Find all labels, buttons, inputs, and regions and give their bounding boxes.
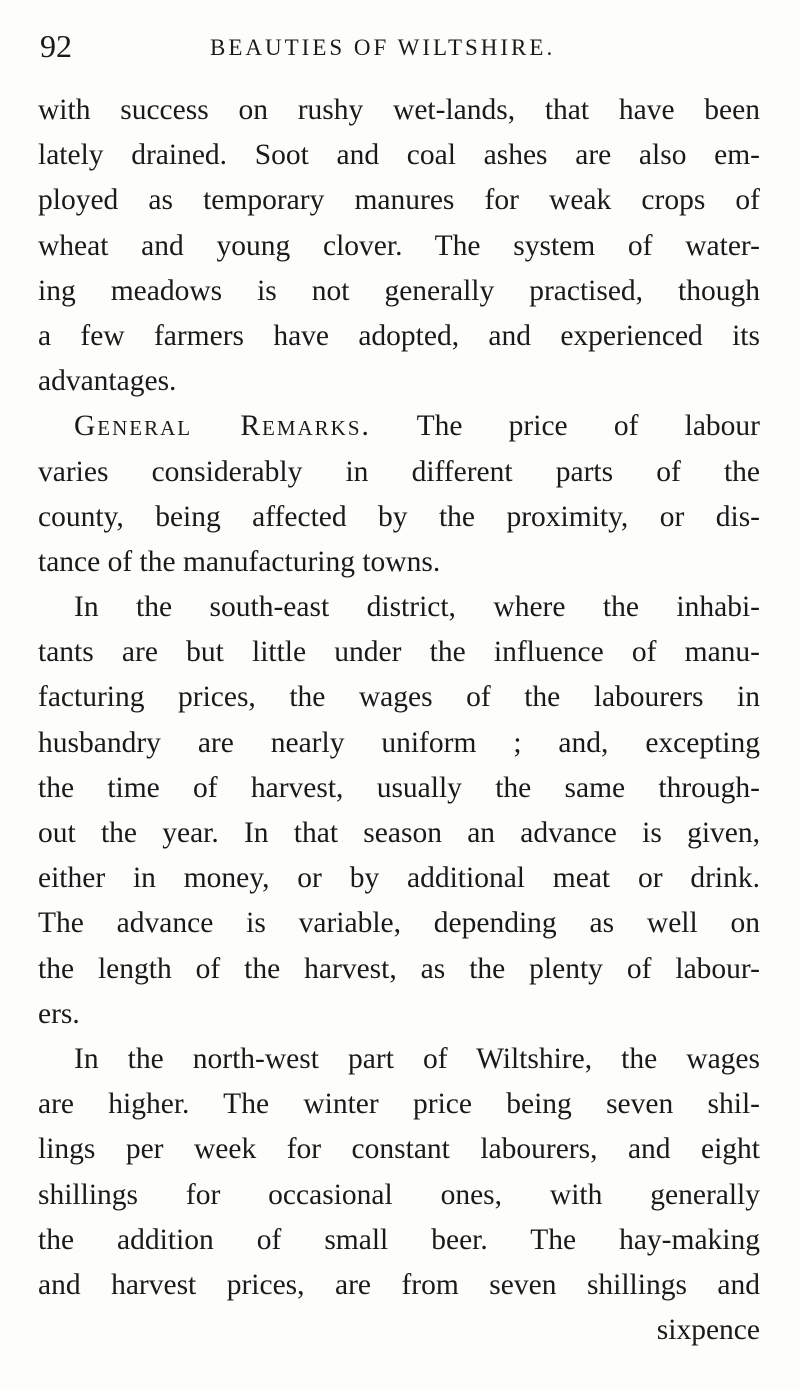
- text-line: and harvest prices, are from seven shillings and: [38, 1268, 760, 1301]
- text-line: the length of the harvest, as the plenty of labour-: [38, 952, 760, 985]
- text-line: husbandry are nearly uniform ; and, excepting: [38, 726, 760, 759]
- text-line: are higher. The winter price being seven shil-: [38, 1088, 760, 1121]
- text-line: In the south-east district, where the inhabi-: [74, 591, 760, 624]
- heading-line-rest: The price of labour: [416, 410, 760, 443]
- page-number: 92: [40, 28, 72, 64]
- text-line: with success on rushy wet-lands, that have been: [38, 94, 760, 126]
- catchword: sixpence: [656, 1314, 760, 1347]
- text-line: tants are but little under the influence of manu-: [38, 636, 760, 669]
- text-line: varies considerably in different parts of the: [38, 455, 760, 488]
- paragraph-drainage: [38, 88, 760, 404]
- body-text: [38, 88, 760, 1353]
- text-line: ing meadows is not generally practised, though: [38, 274, 760, 307]
- text-line: In the north-west part of Wiltshire, the wages: [74, 1042, 760, 1075]
- text-line: The advance is variable, depending as well on: [38, 907, 760, 940]
- text-line: lings per week for constant labourers, and eight: [38, 1133, 760, 1166]
- text-line: tance of the manufacturing towns.: [38, 545, 441, 578]
- paragraph-general-remarks: [38, 404, 760, 585]
- section-heading: General Remarks.: [74, 410, 371, 443]
- text-line: the addition of small beer. The hay-making: [38, 1223, 760, 1256]
- text-line: ers.: [38, 997, 80, 1030]
- text-line: advantages.: [38, 365, 177, 398]
- page-header: [40, 26, 760, 66]
- text-line: the time of harvest, usually the same through-: [38, 771, 760, 804]
- running-head: BEAUTIES OF WILTSHIRE.: [210, 35, 556, 60]
- text-line: ployed as temporary manures for weak crops of: [38, 184, 760, 217]
- text-line: facturing prices, the wages of the labourers in: [38, 681, 760, 714]
- text-line: a few farmers have adopted, and experienced its: [38, 319, 760, 352]
- paragraph-south-east: [38, 585, 760, 1037]
- text-line: either in money, or by additional meat or drink.: [38, 862, 760, 895]
- text-line: lately drained. Soot and coal ashes are also em-: [38, 139, 760, 172]
- text-line: [38, 404, 760, 449]
- paragraph-north-west: [38, 1037, 760, 1308]
- text-line: county, being affected by the proximity, or dis-: [38, 500, 760, 533]
- text-line: shillings for occasional ones, with generally: [38, 1178, 760, 1211]
- text-line: out the year. In that season an advance is given,: [38, 817, 760, 849]
- text-line: wheat and young clover. The system of water-: [38, 229, 760, 262]
